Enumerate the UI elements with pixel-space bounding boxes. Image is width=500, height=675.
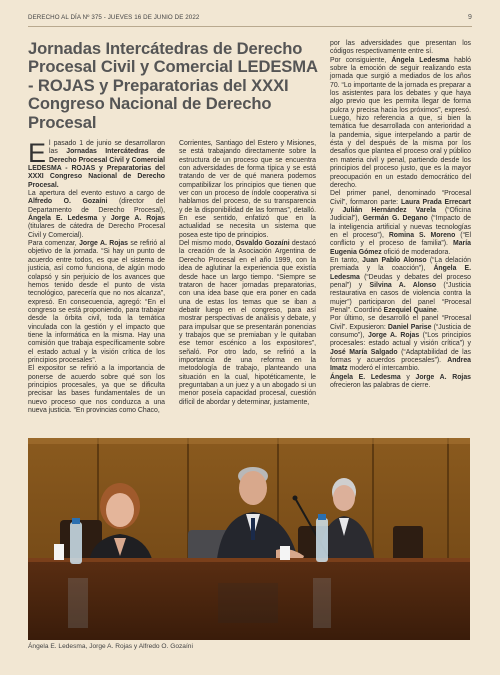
event-name: Jornadas Intercátedras de Derecho Procesal Civil y Comercial LEDESMA - ROJAS y Preparatorias del XXXI Congreso Nacional de Derecho Procesal. bbox=[28, 148, 165, 189]
paragraph bbox=[28, 140, 165, 190]
person-name: Jorge A. Rojas bbox=[79, 240, 128, 248]
text: (“Impacto de la inteligencia artificial y nuevas tecnologías en el proceso”), bbox=[330, 215, 471, 239]
paragraph bbox=[330, 57, 471, 191]
text: l pasado 1 de junio se desarrollaron las bbox=[49, 140, 165, 156]
text: (titulares de cátedra de Derecho Procesal Civil y Comercial). bbox=[28, 223, 165, 239]
text: ofició de moderadora. bbox=[381, 248, 451, 256]
paragraph bbox=[28, 240, 165, 365]
paragraph bbox=[179, 240, 316, 407]
text: (“Justicia restaurativa en casos de violencia contra la mujer”) participaron del panel “Procesal Penal”. Coordinó bbox=[330, 281, 471, 314]
article-column-3 bbox=[330, 40, 471, 390]
article-title: Jornadas Intercátedras de Derecho Procesal Civil y Comercial LEDESMA - ROJAS y Preparatorias del XXXI Congreso Nacional de Derecho Procesal bbox=[28, 39, 318, 132]
paragraph bbox=[330, 190, 471, 257]
paragraph: por las adversidades que presentan los códigos respectivamente entre sí. bbox=[330, 40, 471, 56]
person-name: Ángela E. Ledesma bbox=[330, 373, 401, 381]
text: (director del Departamento de Derecho Procesal), bbox=[28, 198, 165, 214]
paragraph bbox=[330, 315, 471, 373]
person-name: Romina S. Moreno bbox=[388, 231, 456, 239]
text: moderó el intercambio. bbox=[347, 365, 420, 373]
text: (“Deudas y debates del proceso penal”) y bbox=[330, 273, 471, 289]
person-name: Jorge A. Rojas bbox=[110, 215, 165, 223]
person-name: Ángela E. Ledesma bbox=[330, 265, 471, 281]
text: En tanto, bbox=[330, 256, 363, 264]
text: (“Los principios procesales: estado actual y visión crítica”) y bbox=[330, 332, 471, 348]
person-name: Laura Prada Errecart bbox=[400, 198, 471, 206]
page-number: 9 bbox=[468, 14, 472, 21]
article-column-1 bbox=[28, 140, 165, 415]
text: La apertura del evento estuvo a cargo de bbox=[28, 190, 165, 198]
text: y bbox=[400, 373, 416, 381]
person-name: Andrea Imatz bbox=[330, 357, 471, 373]
article-column-2 bbox=[179, 140, 316, 407]
person-name: Julián Hernández Varela bbox=[342, 206, 436, 214]
text: se refirió al objetivo de la jornada. “Si hay un punto de acuerdo entre todos, es que el sistema de justicia, así como funciona, de algún modo colapsó y sin perjuicio de los avances que hemos tenido desde el punto de vista tecnológico, parecería que no nos alcanza”, expresó. En consecuencia, agregó: “En el congreso se está proponiendo, para trabajar desde la órbita civil, toda la temática vinculada con la gestión y el impacto que tiene la informática en la misma. Hay una comisión que trabaja específicamente sobre el estado actual y la visión crítica de los principios procesales”. bbox=[28, 240, 165, 364]
event-photo bbox=[28, 438, 470, 640]
person-name: José María Salgado bbox=[330, 348, 398, 356]
person-name: Jorge A. Rojas bbox=[367, 332, 420, 340]
text: Del primer panel, denominado “Procesal Civil”, formaron parte: bbox=[330, 190, 471, 206]
paragraph bbox=[330, 374, 471, 391]
text: y bbox=[330, 206, 343, 214]
photo-caption: Ángela E. Ledesma, Jorge A. Rojas y Alfredo O. Gozaíni bbox=[28, 643, 193, 650]
page-header bbox=[28, 14, 472, 27]
person-name: Juan Pablo Alonso bbox=[362, 256, 427, 264]
text: (“La delación premiada y la coacción”), bbox=[330, 256, 471, 273]
text: Para comenzar, bbox=[28, 240, 80, 248]
person-name: Jorge A. Rojas bbox=[415, 373, 472, 381]
text: ofrecieron las palabras de cierre. bbox=[330, 382, 431, 390]
person-name: Alfredo O. Gozaíni bbox=[28, 198, 108, 206]
text: destacó la creación de la Asociación Argentina de Derecho Procesal en el año 1999, con la idea de aglutinar la experiencia que existía desde hace un largo tiempo. “Siempre se trataron de hacer jornadas preparatorias, con una idea base que era poner en cada una de estas los temas que se iban a debatir luego en el congreso, para así mostrar perspectivas de análisis y debate, y para impulsar que se presentarán ponencias y trabajos que se premiaban y le quitaban ese temor escénico a los expositores”, señaló. Por otro lado, se refirió a la importancia de una reforma en la metodología de trabajo, planteando una situación en la cual, hipotéticamente, le preguntaban a un juez y a un abogado si un menor poseía capacidad procesal, cuestión difícil de abordar y determinar, justamente, bbox=[179, 240, 316, 406]
person-name: Ezequiel Quaine bbox=[383, 307, 437, 314]
text: y bbox=[97, 215, 111, 223]
paragraph: El expositor se refirió a la importancia de ponerse de acuerdo sobre qué son los principios procesales, ya que se dificulta precisar las bases fundamentales de un nuevo proceso que nos conduzca a una nueva justicia. “En provincias como Chaco, bbox=[28, 365, 165, 414]
text: (“Adaptabilidad de las formas y acuerdos procesales”). bbox=[330, 348, 471, 365]
event-photo-illustration bbox=[28, 438, 470, 640]
paragraph bbox=[330, 257, 471, 315]
text: Por último, se desarrolló el panel “Procesal Civil”. Expusieron: bbox=[330, 315, 471, 331]
text: (“El conflicto y el proceso de familia”). bbox=[330, 231, 471, 248]
person-name: Silvina A. Alonso bbox=[369, 281, 437, 289]
person-name: Ángela Ledesma bbox=[391, 56, 450, 64]
text: . bbox=[436, 307, 439, 314]
person-name: Osvaldo Gozaíni bbox=[235, 240, 290, 248]
person-name: María Eugenia Gómez bbox=[330, 240, 471, 256]
issue-info: DERECHO AL DÍA Nº 375 - JUEVES 16 DE JUNIO DE 2022 bbox=[28, 14, 200, 21]
text: habló sobre la emoción de seguir realizando esta jornada que surgió a mediados de los años 70. “Lo importante de la jornada es preparar a los asistentes para los debates y que haya algo previo que les permita llegar de forma pulcra y precisa hacia los próximos”, expresó. Luego, hizo referencia a que, si bien la temática fue desarrollada con anterioridad a la pandemia, sigue interpelando a partir de ésta y del después de la misma por los desafíos que plantea el proceso oral y público en materia civil y penal, partiendo desde los principios del proceso justo, que es la mayor preocupación en un estado democrático del derecho. bbox=[330, 56, 472, 189]
text: (“Oficina Judicial”), bbox=[330, 206, 472, 223]
person-name: Ángela E. Ledesma bbox=[28, 215, 98, 223]
person-name: Daniel Parise bbox=[387, 323, 432, 331]
paragraph: Corrientes, Santiago del Estero y Misiones, se está trabajando directamente sobre la estructura de un proceso que se encuentra con adversidades de forma típica y se está tratando de ver de qué manera podemos compatibilizar los principios que tienen que ver con un proceso de índole cooperativa si hablamos del proceso, de su transparencia y de la disponibilidad de las formas”, detalló. En ese sentido, enfatizó que en la actualidad se necesita un sistema que posea este tipo de principios. bbox=[179, 140, 316, 239]
person-name: Germán G. Degano bbox=[362, 215, 428, 223]
paragraph bbox=[28, 190, 165, 240]
drop-cap: E bbox=[28, 138, 47, 168]
text: Del mismo modo, bbox=[179, 240, 236, 248]
text: (“Justicia de consumo”), bbox=[330, 323, 471, 340]
text: Por consiguiente, bbox=[330, 56, 392, 64]
